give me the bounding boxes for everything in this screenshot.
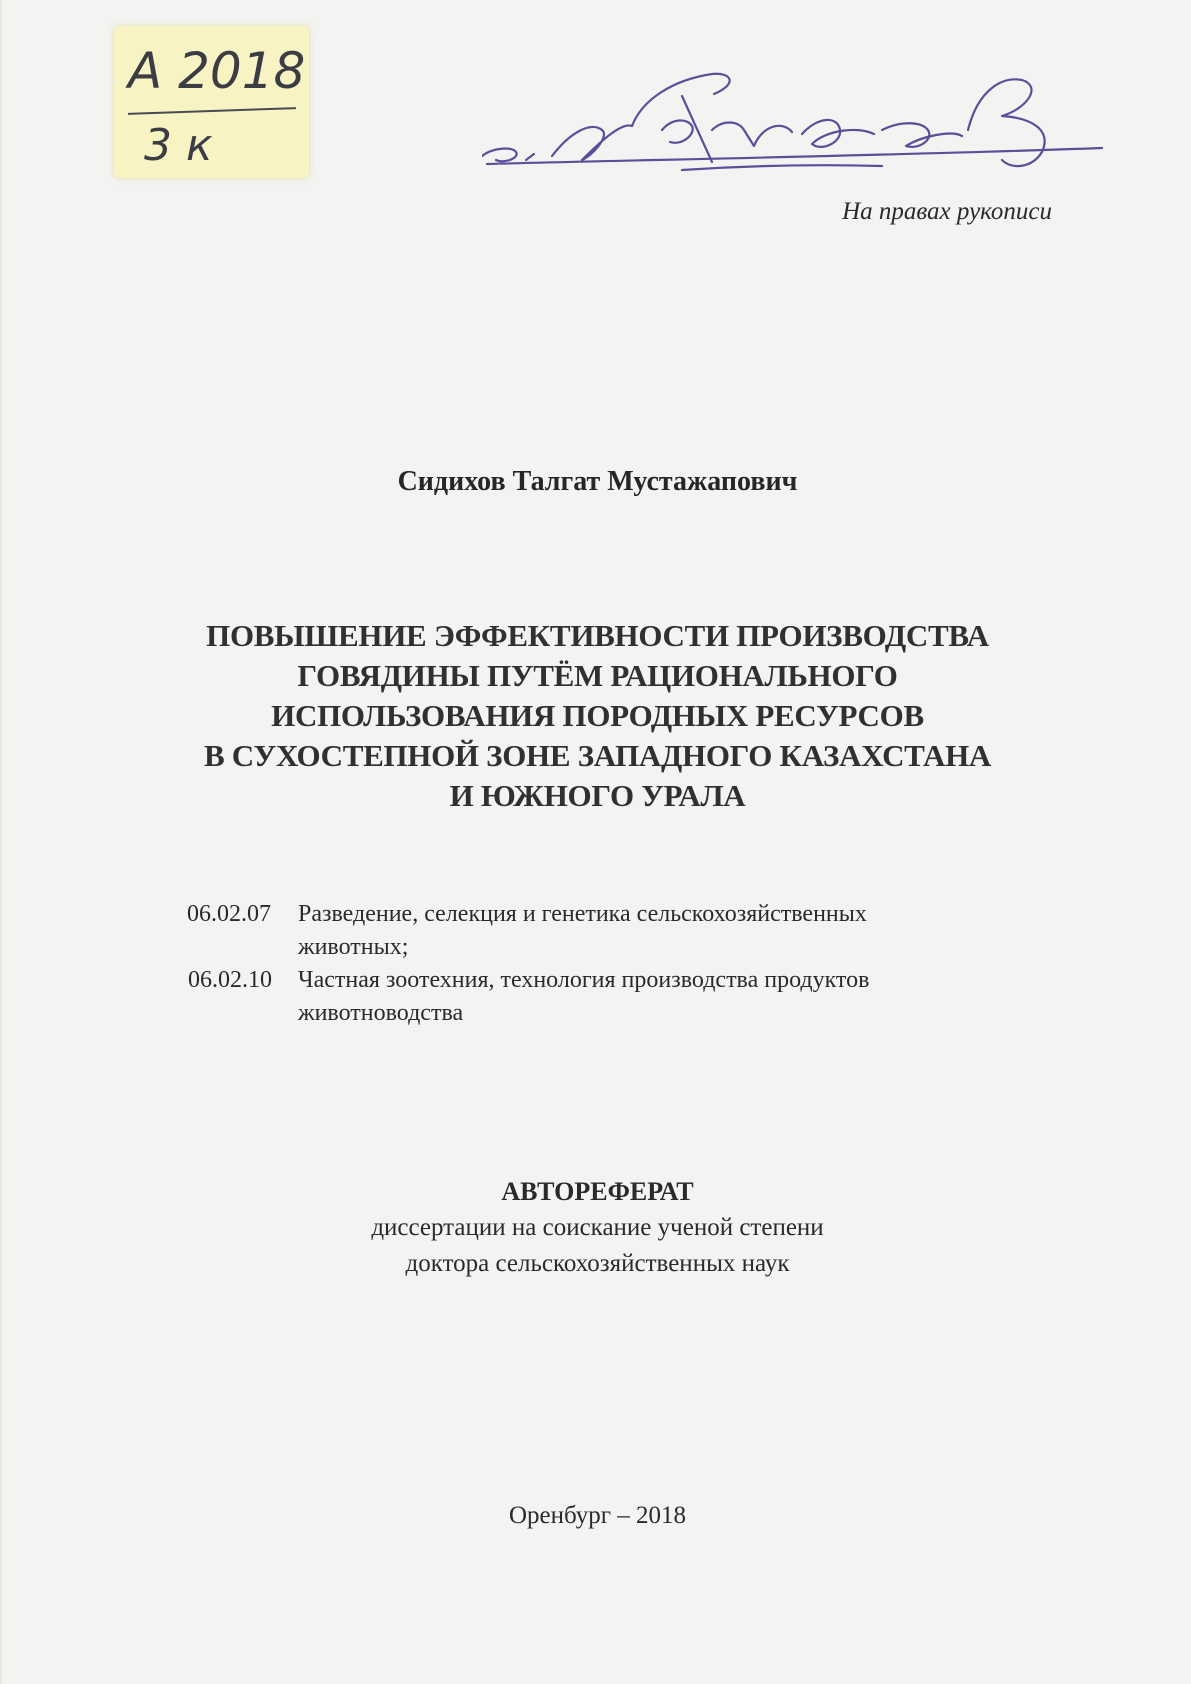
specialty-code: 06.02.07 (187, 901, 271, 927)
specialty-title (298, 898, 998, 964)
specialty-item (2, 964, 1191, 1030)
archive-stamp-number: А 2018 (128, 42, 306, 100)
archive-stamp (114, 26, 309, 178)
specialty-title-line: Разведение, селекция и генетика сельскохозяйственных (298, 901, 867, 927)
handwritten-signature (482, 60, 1132, 200)
specialty-title-line: животноводства (298, 1000, 464, 1026)
specialty-title (298, 964, 998, 1030)
specialty-item (2, 898, 1191, 964)
title-line: В СУХОСТЕПНОЙ ЗОНЕ ЗАПАДНОГО КАЗАХСТАНА (203, 738, 992, 773)
manuscript-rights-note: На правах рукописи (842, 198, 1052, 225)
genre-description: диссертации на соискание ученой степени (371, 1214, 824, 1241)
document-genre (2, 1174, 1191, 1282)
author-name: Сидихов Талгат Мустажапович (397, 466, 798, 497)
imprint-place-year: Оренбург – 2018 (508, 1502, 687, 1529)
archive-stamp-underline (128, 107, 296, 115)
title-line: ПОВЫШЕНИЕ ЭФФЕКТИВНОСТИ ПРОИЗВОДСТВА (206, 618, 989, 653)
specialty-title-line: животных; (298, 934, 409, 960)
dissertation-title (2, 616, 1191, 816)
genre-heading: АВТОРЕФЕРАТ (501, 1177, 694, 1206)
specialty-title-line: Частная зоотехния, технология производства продуктов (298, 967, 870, 993)
archive-stamp-copies: 3 к (144, 120, 213, 171)
degree-description: доктора сельскохозяйственных наук (405, 1250, 790, 1277)
specialty-code: 06.02.10 (188, 967, 272, 993)
title-line: ГОВЯДИНЫ ПУТЁМ РАЦИОНАЛЬНОГО (297, 658, 898, 693)
specialty-list (2, 898, 1191, 1030)
title-line: ИСПОЛЬЗОВАНИЯ ПОРОДНЫХ РЕСУРСОВ (271, 698, 924, 733)
title-line: И ЮЖНОГО УРАЛА (449, 778, 746, 813)
